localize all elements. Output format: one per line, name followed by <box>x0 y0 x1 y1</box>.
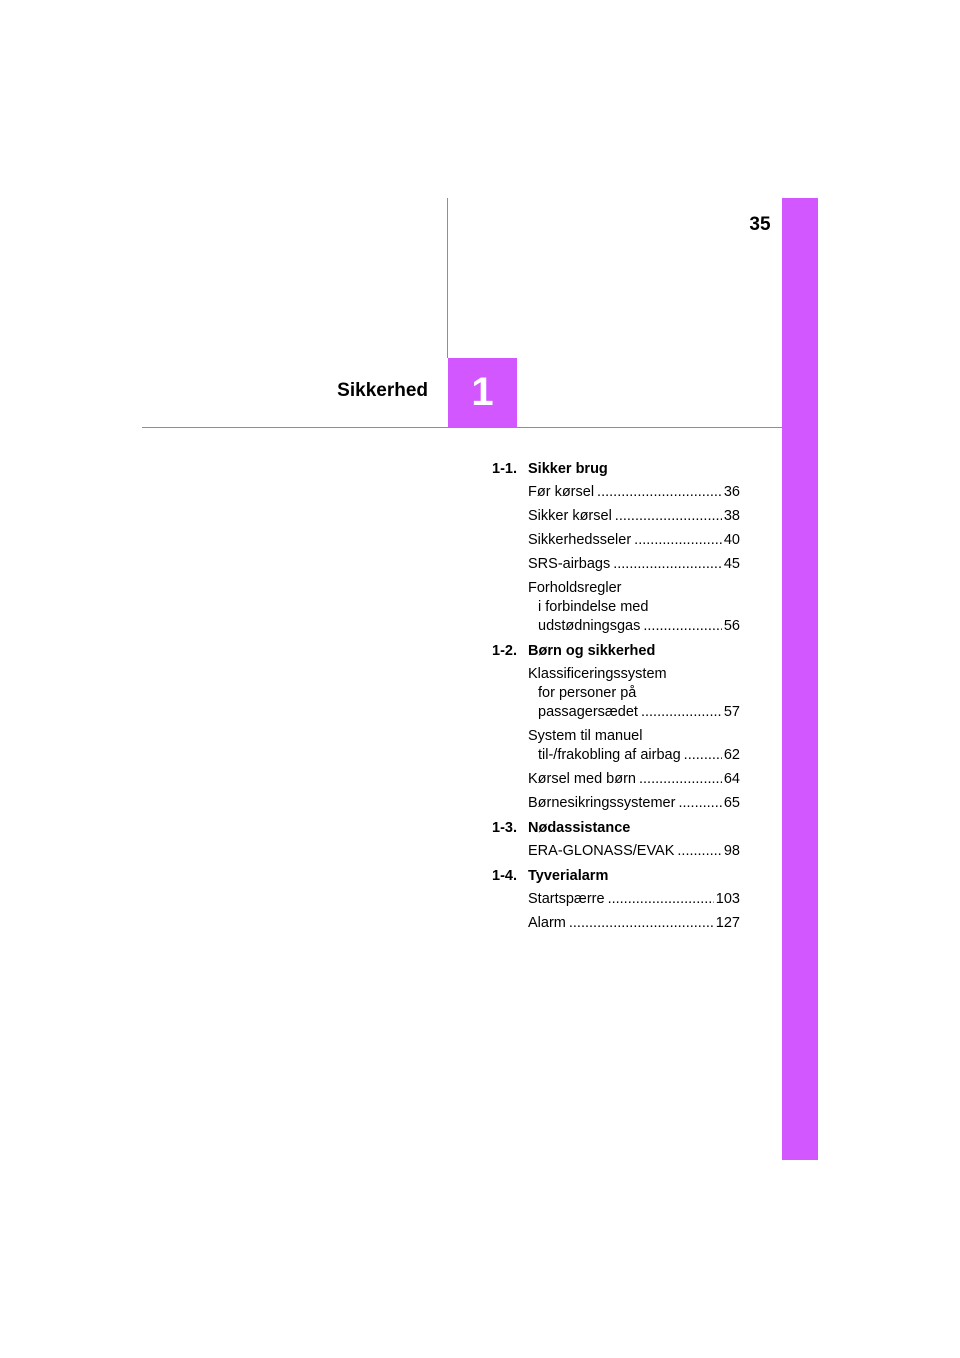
toc-entry-row <box>528 914 740 933</box>
toc-section-number: 1-1. <box>492 461 517 477</box>
toc-entry-label: Før kørsel <box>528 484 595 500</box>
toc-section-heading[interactable] <box>492 642 740 660</box>
toc-entry-row <box>528 531 740 550</box>
dot-leader <box>677 842 721 861</box>
toc-entry[interactable] <box>528 727 740 765</box>
toc-entry[interactable] <box>528 579 740 636</box>
toc-section-heading[interactable] <box>492 819 740 837</box>
toc-section-heading[interactable] <box>492 867 740 885</box>
toc-entry-row <box>528 770 740 789</box>
toc-entry-row <box>528 842 740 861</box>
dot-leader <box>643 617 721 636</box>
table-of-contents <box>492 460 740 939</box>
toc-entry[interactable] <box>528 555 740 574</box>
toc-entry[interactable] <box>528 914 740 933</box>
toc-entry-label: for personer på <box>538 685 637 701</box>
toc-entry[interactable] <box>528 507 740 526</box>
toc-entry-label: Klassificeringssystem <box>528 666 667 682</box>
dot-leader <box>613 555 722 574</box>
toc-entry-page: 65 <box>723 795 740 811</box>
toc-entry-page: 64 <box>723 771 740 787</box>
toc-entry-label: Alarm <box>528 915 566 931</box>
toc-entry-label: Forholdsregler <box>528 580 622 596</box>
toc-entry-label: Sikker kørsel <box>528 508 612 524</box>
toc-entry-page: 56 <box>723 618 740 634</box>
toc-entry-page: 103 <box>715 891 740 907</box>
toc-section-number: 1-2. <box>492 643 517 659</box>
dot-leader <box>608 890 714 909</box>
toc-entry[interactable] <box>528 770 740 789</box>
toc-entry[interactable] <box>528 842 740 861</box>
header-horizontal-rule <box>142 427 782 428</box>
toc-entry-page: 57 <box>723 704 740 720</box>
toc-entry-page: 45 <box>723 556 740 572</box>
toc-entry-label: i forbindelse med <box>538 599 649 615</box>
toc-entry[interactable] <box>528 483 740 502</box>
toc-entry-label: udstødningsgas <box>538 618 641 634</box>
dot-leader <box>597 483 722 502</box>
chapter-number-box: 1 <box>448 358 517 427</box>
toc-entry-label: Børnesikringssystemer <box>528 795 676 811</box>
toc-entry-page: 38 <box>723 508 740 524</box>
toc-entry-label: til-/frakobling af airbag <box>538 747 681 763</box>
toc-entry-page: 127 <box>715 915 740 931</box>
toc-entry[interactable] <box>528 890 740 909</box>
toc-entry-page: 36 <box>723 484 740 500</box>
toc-entry-label: ERA-GLONASS/EVAK <box>528 843 675 859</box>
toc-entry[interactable] <box>528 531 740 550</box>
toc-section-title: Sikker brug <box>528 461 608 477</box>
dot-leader <box>569 914 714 933</box>
toc-entry-row <box>528 617 740 636</box>
chapter-title: Sikkerhed <box>337 380 428 401</box>
dot-leader <box>634 531 722 550</box>
toc-section <box>492 460 740 636</box>
toc-entry-label: Kørsel med børn <box>528 771 636 787</box>
toc-entry-page: 98 <box>723 843 740 859</box>
toc-entry-label: SRS-airbags <box>528 556 611 572</box>
toc-entry-row <box>528 703 740 722</box>
dot-leader <box>615 507 722 526</box>
dot-leader <box>684 746 722 765</box>
toc-entry-row <box>528 483 740 502</box>
toc-entry-row <box>528 746 740 765</box>
page-number: 35 <box>749 214 771 235</box>
toc-entry-page: 62 <box>723 747 740 763</box>
toc-section-title: Børn og sikkerhed <box>528 643 656 659</box>
toc-section-number: 1-3. <box>492 820 517 836</box>
toc-section-heading[interactable] <box>492 460 740 478</box>
dot-leader <box>639 770 722 789</box>
toc-section-number: 1-4. <box>492 868 517 884</box>
toc-section-title: Nødassistance <box>528 820 631 836</box>
toc-entry-row <box>528 890 740 909</box>
toc-entry-label: System til manuel <box>528 728 643 744</box>
dot-leader <box>641 703 722 722</box>
toc-section <box>492 642 740 813</box>
toc-section-title: Tyverialarm <box>528 868 609 884</box>
toc-entry-row <box>528 555 740 574</box>
toc-entry-label: Sikkerhedsseler <box>528 532 632 548</box>
header-vertical-rule <box>447 198 448 358</box>
chapter-side-tab <box>782 198 818 1160</box>
toc-entry-label: Startspærre <box>528 891 605 907</box>
toc-entry-page: 40 <box>723 532 740 548</box>
toc-entry-label: passagersædet <box>538 704 638 720</box>
toc-section <box>492 867 740 933</box>
toc-entry[interactable] <box>528 665 740 722</box>
toc-entry[interactable] <box>528 794 740 813</box>
toc-entry-row <box>528 794 740 813</box>
dot-leader <box>678 794 721 813</box>
toc-entry-row <box>528 507 740 526</box>
toc-section <box>492 819 740 861</box>
